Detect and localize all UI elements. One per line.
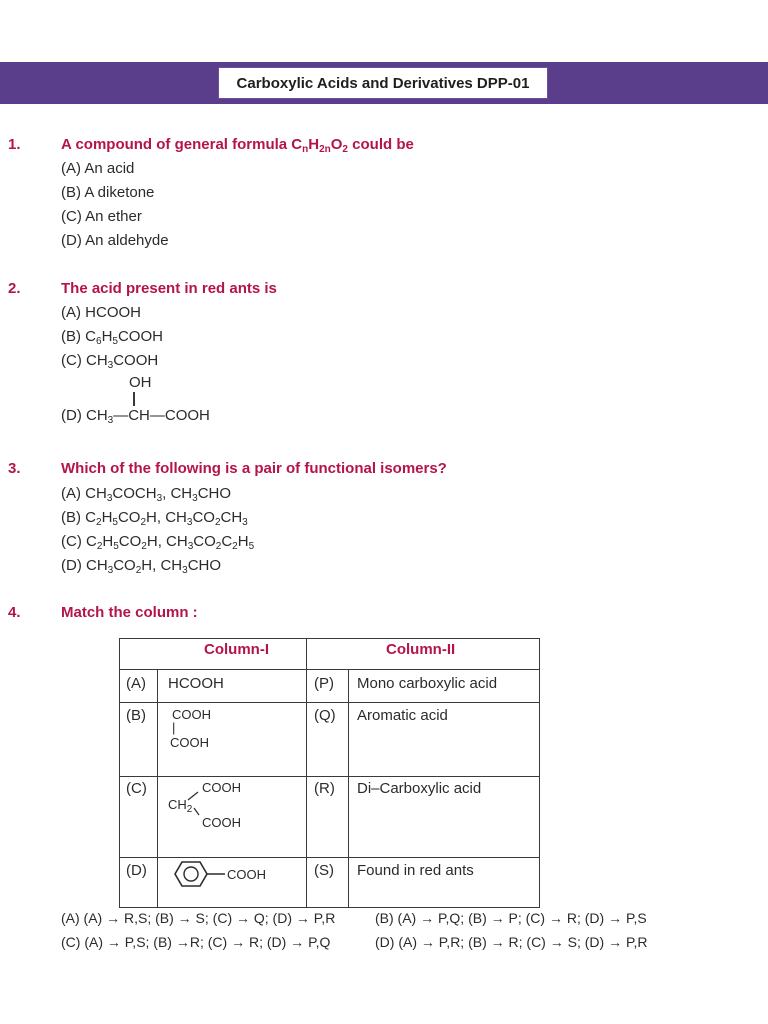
row-d-item: COOH: [227, 867, 266, 882]
q2b-p1: (B) C: [61, 328, 96, 345]
q3b-11: 3: [242, 517, 248, 528]
row-a-item: HCOOH: [168, 675, 224, 692]
benzene-ring-icon: [171, 860, 235, 888]
q2-option-b: [61, 328, 163, 345]
q3b-6: H, CH: [146, 509, 187, 526]
q2b-p2: H: [101, 328, 113, 345]
q2-option-c: [61, 352, 158, 369]
q3d-6: CHO: [187, 557, 222, 574]
q2b-s1: 6: [96, 336, 102, 347]
q2c-p1: (C) CH: [61, 352, 108, 369]
row-c-ch: CH: [168, 797, 187, 812]
table-border-left: [119, 638, 120, 908]
row-r-label: (R): [314, 780, 335, 797]
q2d-p1: (D) CH: [61, 407, 108, 424]
q1-option-d: (D) An aldehyde: [61, 232, 169, 249]
q3b-0: (B) C: [61, 509, 96, 526]
question-2-number: 2.: [8, 280, 21, 297]
q1-text-d: could be: [347, 136, 414, 153]
question-1-number: 1.: [8, 136, 21, 153]
q3b-10: CH: [220, 509, 243, 526]
q3d-3: 2: [135, 565, 142, 576]
q3c-7: 3: [187, 541, 194, 552]
q3c-12: H: [237, 533, 249, 550]
q3b-2: H: [101, 509, 113, 526]
question-1-text: [61, 136, 414, 153]
q2b-s2: 5: [112, 336, 118, 347]
q2d-s1: 3: [107, 415, 114, 426]
q2-option-d: [61, 407, 210, 424]
q2d-bond1: —: [113, 407, 129, 424]
question-3-text: Which of the following is a pair of functional isomers?: [61, 460, 447, 477]
page-title-text: Carboxylic Acids and Derivatives DPP-01: [236, 74, 530, 92]
row-q-label: (Q): [314, 707, 336, 724]
q4-option-d: (D) (A) → P,R; (B) → R; (C) → S; (D) → P,R: [375, 934, 648, 950]
table-divider-left-label: [157, 669, 158, 908]
q3c-1: 2: [96, 541, 103, 552]
table-rule-a: [119, 702, 540, 703]
q2-option-a: (A) HCOOH: [61, 304, 141, 321]
question-3-number: 3.: [8, 460, 21, 477]
q3-option-c: [61, 533, 254, 550]
q1-option-a: (A) An acid: [61, 160, 135, 177]
q3d-4: H, CH: [141, 557, 183, 574]
q2d-bond2: —: [149, 407, 165, 424]
q3a-4: , CH: [162, 485, 193, 502]
table-border-bottom: [119, 907, 540, 908]
q3-option-d: [61, 557, 221, 574]
row-a-label: (A): [126, 675, 146, 692]
q3c-0: (C) C: [61, 533, 97, 550]
q4-option-a: (A) (A) → R,S; (B) → S; (C) → Q; (D) → P,R: [61, 910, 336, 926]
q2c-s1: 3: [107, 360, 114, 371]
row-c-item-top: COOH: [202, 780, 241, 795]
row-s-label: (S): [314, 862, 334, 879]
q1-sub-2n: 2n: [319, 144, 331, 155]
q2d-cooh: COOH: [164, 407, 210, 424]
q3c-10: C: [221, 533, 233, 550]
q2d-oh: OH: [129, 374, 152, 391]
q3b-5: 2: [140, 517, 147, 528]
q1-text-a: A compound of general formula C: [61, 136, 303, 153]
q3b-3: 5: [112, 517, 118, 528]
question-4-text: Match the column :: [61, 604, 198, 621]
row-s-desc: Found in red ants: [357, 862, 474, 879]
q3c-3: 5: [113, 541, 119, 552]
q3a-0: (A) CH: [61, 485, 107, 502]
question-4-number: 4.: [8, 604, 21, 621]
q3d-0: (D) CH: [61, 557, 108, 574]
q3a-1: 3: [106, 493, 113, 504]
q3b-9: 2: [214, 517, 221, 528]
q1-option-c: (C) An ether: [61, 208, 142, 225]
q3c-2: H: [102, 533, 114, 550]
q3c-13: 5: [248, 541, 255, 552]
q4-option-c: (C) (A) → P,S; (B) →R; (C) → R; (D) → P,Q: [61, 934, 331, 950]
table-border-right: [539, 638, 540, 908]
page-title: [218, 67, 548, 99]
table-rule-b: [119, 776, 540, 777]
q1-text-b: H: [308, 136, 320, 153]
row-c-item-bottom: COOH: [202, 815, 241, 830]
q1-option-b: (B) A diketone: [61, 184, 155, 201]
row-p-label: (P): [314, 675, 334, 692]
q3a-3: 3: [156, 493, 163, 504]
q3a-2: COCH: [112, 485, 157, 502]
row-c-ch-sub: 2: [186, 804, 193, 815]
row-c-bonds: [186, 788, 202, 818]
q3c-11: 2: [232, 541, 238, 552]
q3-option-b: [61, 509, 248, 526]
table-divider-right-label: [348, 669, 349, 908]
q3d-1: 3: [107, 565, 114, 576]
row-b-item-bottom: COOH: [170, 735, 209, 750]
q3c-9: 2: [215, 541, 222, 552]
q3b-4: CO: [117, 509, 141, 526]
q3a-6: CHO: [197, 485, 232, 502]
q4-option-b: (B) (A) → P,Q; (B) → P; (C) → R; (D) → P,S: [375, 910, 647, 926]
q3c-5: 2: [141, 541, 147, 552]
row-d-label: (D): [126, 862, 147, 879]
column-2-header: Column-II: [386, 641, 456, 658]
q2c-p2: COOH: [113, 352, 159, 369]
row-b-item-bond: |: [172, 720, 176, 735]
q3d-5: 3: [182, 565, 188, 576]
column-1-header: Column-I: [204, 641, 269, 658]
q2b-p3: COOH: [117, 328, 163, 345]
q3a-5: 3: [192, 493, 198, 504]
row-c-label: (C): [126, 780, 147, 797]
q1-text-c: O: [330, 136, 343, 153]
q3-option-a: [61, 485, 231, 502]
row-b-item-top: COOH: [172, 707, 211, 722]
row-p-desc: Mono carboxylic acid: [357, 675, 498, 692]
q3b-1: 2: [96, 517, 102, 528]
q3b-8: CO: [192, 509, 215, 526]
q2d-ch: CH: [128, 407, 150, 424]
q3c-8: CO: [193, 533, 216, 550]
q1-sub-2: 2: [342, 144, 348, 155]
q3c-6: H, CH: [146, 533, 188, 550]
row-q-desc: Aromatic acid: [357, 707, 448, 724]
table-border-top: [119, 638, 540, 639]
q1-sub-n: n: [302, 144, 309, 155]
q3d-2: CO: [113, 557, 136, 574]
table-divider-center: [306, 638, 307, 908]
question-2-text: The acid present in red ants is: [61, 280, 277, 297]
table-rule-c: [119, 857, 540, 858]
q3b-7: 3: [186, 517, 193, 528]
table-rule-header: [119, 669, 540, 670]
row-r-desc: Di–Carboxylic acid: [357, 780, 482, 797]
row-b-label: (B): [126, 707, 146, 724]
q2d-bond-vertical: [133, 392, 135, 406]
q3c-4: CO: [118, 533, 142, 550]
